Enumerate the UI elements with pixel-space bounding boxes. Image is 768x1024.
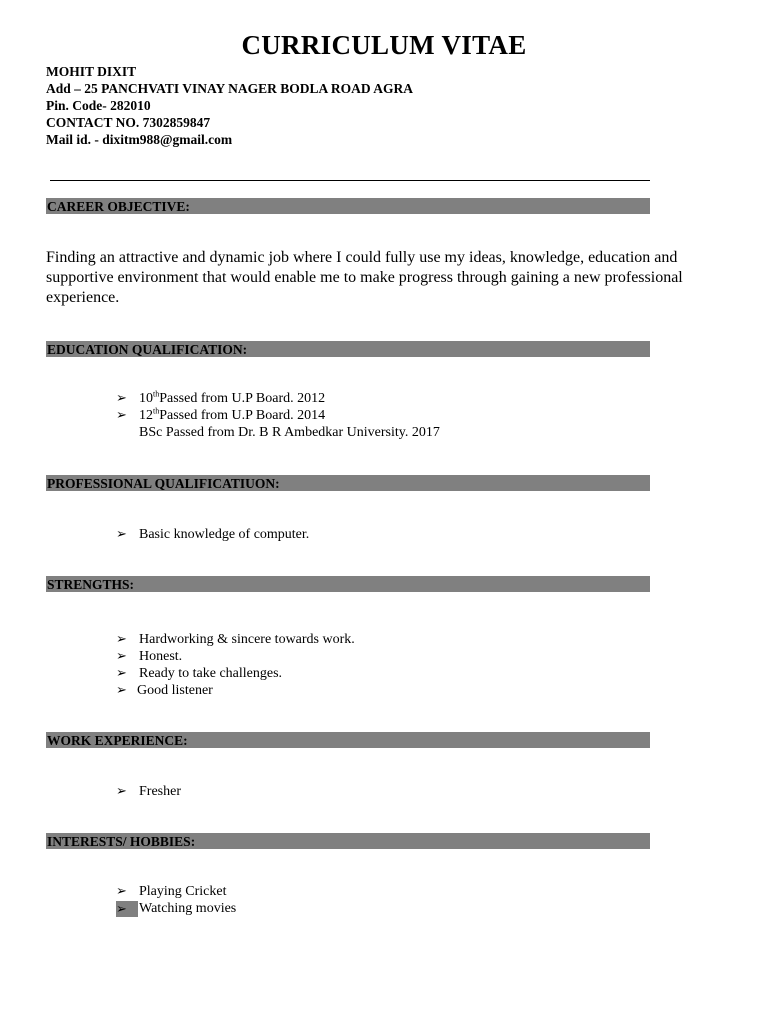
list-item: ➢ 12thPassed from U.P Board. 2014: [116, 406, 326, 423]
horizontal-rule: [50, 180, 650, 181]
professional-list: [116, 526, 309, 543]
work-experience-heading: WORK EXPERIENCE:: [47, 733, 188, 748]
arrow-bullet-icon: ➢: [116, 527, 127, 542]
list-item: ➢ Watching movies: [116, 901, 237, 917]
career-objective-heading-bar: [46, 198, 650, 214]
professional-heading: PROFESSIONAL QUALIFICATIUON:: [47, 476, 280, 491]
list-item: ➢ Honest.: [116, 649, 183, 664]
professional-heading-bar: [46, 475, 650, 491]
pin-code: Pin. Code- 282010: [46, 98, 151, 113]
list-item: ➢ Fresher: [116, 784, 181, 799]
contact-number: CONTACT NO. 7302859847: [46, 115, 211, 130]
arrow-bullet-icon: ➢: [116, 408, 127, 423]
interests-heading-bar: [46, 833, 650, 849]
candidate-name: MOHIT DIXIT: [46, 64, 137, 79]
arrow-bullet-icon: ➢: [116, 901, 138, 917]
mail-id: Mail id. - dixitm988@gmail.com: [46, 132, 233, 147]
education-list: [116, 390, 440, 441]
list-item: ➢ Playing Cricket: [116, 884, 227, 899]
arrow-bullet-icon: ➢: [116, 683, 127, 698]
list-item: ➢ 10thPassed from U.P Board. 2012: [116, 389, 326, 406]
strengths-list: [116, 631, 355, 699]
work-experience-heading-bar: [46, 732, 650, 748]
contact-block: [46, 63, 413, 148]
list-item: ➢ Ready to take challenges.: [116, 666, 283, 681]
interests-list: [116, 883, 236, 917]
career-objective-text: Finding an attractive and dynamic job where I could fully use my ideas, knowledge, education and supportive environment that would enable me to make progress through gaining a new professional experience.: [46, 249, 683, 306]
arrow-bullet-icon: ➢: [116, 632, 127, 647]
interests-heading: INTERESTS/ HOBBIES:: [47, 834, 196, 849]
list-item: ➢ Good listener: [116, 683, 213, 698]
list-item: BSc Passed from Dr. B R Ambedkar University. 2017: [139, 425, 440, 440]
arrow-bullet-icon: ➢: [116, 884, 127, 899]
strengths-heading: STRENGTHS:: [47, 577, 135, 592]
document-title: CURRICULUM VITAE: [241, 30, 527, 60]
list-item: ➢ Hardworking & sincere towards work.: [116, 632, 355, 647]
list-item: ➢ Basic knowledge of computer.: [116, 527, 310, 542]
education-heading: EDUCATION QUALIFICATION:: [47, 342, 248, 357]
address-line: Add – 25 PANCHVATI VINAY NAGER BODLA ROAD AGRA: [46, 81, 414, 96]
work-experience-list: [116, 783, 181, 800]
career-objective-heading: CAREER OBJECTIVE:: [47, 199, 190, 214]
arrow-bullet-icon: ➢: [116, 649, 127, 664]
education-heading-bar: [46, 341, 650, 357]
arrow-bullet-icon: ➢: [116, 784, 127, 799]
strengths-heading-bar: [46, 576, 650, 592]
arrow-bullet-icon: ➢: [116, 666, 127, 681]
arrow-bullet-icon: ➢: [116, 391, 127, 406]
